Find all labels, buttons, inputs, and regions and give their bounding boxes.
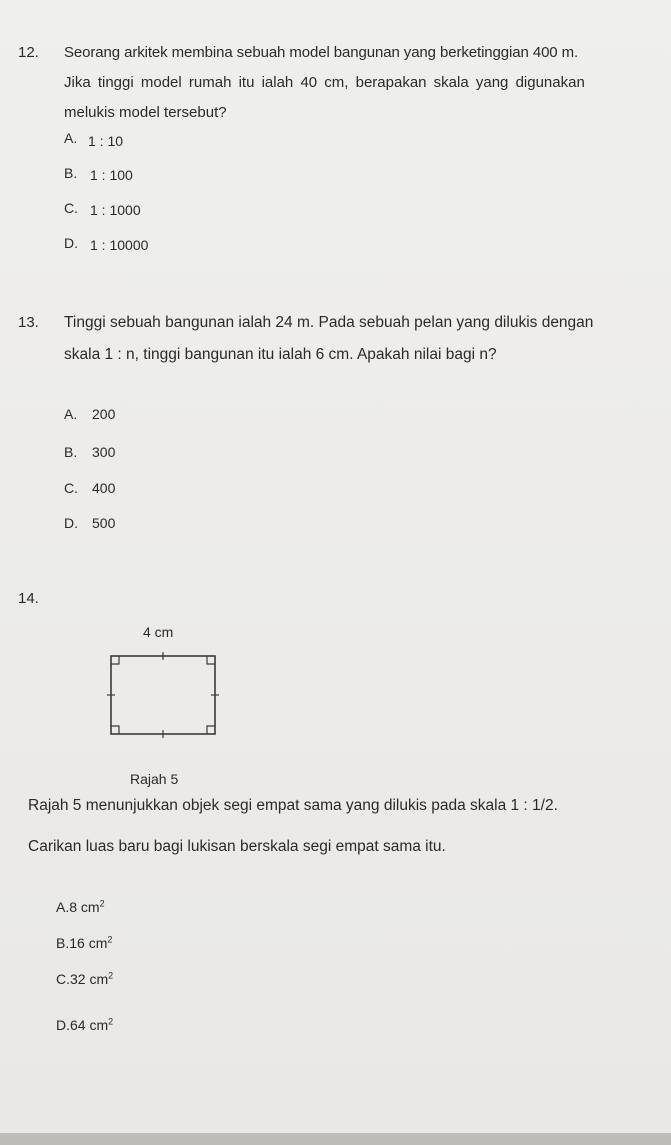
q12-option-c: 1 : 1000 xyxy=(90,202,141,218)
q14-option-b-value: 16 cm xyxy=(69,935,108,951)
q14-option-b-letter: B. xyxy=(56,935,70,951)
q13-option-a-letter: A. xyxy=(64,406,78,422)
q13-line-1: Tinggi sebuah bangunan ialah 24 m. Pada sebuah pelan yang dilukis dengan xyxy=(64,314,594,331)
q13-number: 13. xyxy=(18,314,39,331)
q13-option-b: 300 xyxy=(92,444,116,460)
q13-option-d-letter: D. xyxy=(64,515,78,531)
q13-option-d: 500 xyxy=(92,515,116,531)
q14-option-b-sup: 2 xyxy=(107,934,113,945)
q14-option-c-sup: 2 xyxy=(108,970,114,981)
q12-option-b: 1 : 100 xyxy=(90,167,133,183)
q14-option-c-value: 32 cm xyxy=(70,971,109,987)
q13-option-b-letter: B. xyxy=(64,444,78,460)
q13-line-2: skala 1 : n, tinggi bangunan itu ialah 6 cm. Apakah nilai bagi n? xyxy=(64,346,497,363)
q14-option-d-letter: D. xyxy=(56,1017,70,1033)
q12-line-1: Seorang arkitek membina sebuah model bangunan yang berketinggian 400 m. xyxy=(64,44,579,61)
q14-option-d-sup: 2 xyxy=(108,1016,114,1027)
q14-number: 14. xyxy=(18,590,39,607)
q14-option-a-sup: 2 xyxy=(99,898,105,909)
q12-option-b-letter: B. xyxy=(64,165,78,181)
right-angle-marker-bl xyxy=(111,726,119,734)
q14-option-b xyxy=(56,934,112,952)
q12-option-d: 1 : 10000 xyxy=(90,237,149,253)
right-angle-marker-tr xyxy=(207,656,215,664)
q13-option-c: 400 xyxy=(92,480,116,496)
q12-option-c-letter: C. xyxy=(64,200,78,216)
page-bottom-edge xyxy=(0,1133,671,1145)
q14-option-c xyxy=(56,970,113,988)
q14-line-2: Carikan luas baru bagi lukisan berskala segi empat sama itu. xyxy=(28,838,446,855)
q12-line-2: Jika tinggi model rumah itu ialah 40 cm, berapakan skala yang digunakan xyxy=(64,74,585,91)
right-angle-marker-br xyxy=(207,726,215,734)
right-angle-marker-tl xyxy=(111,656,119,664)
q14-option-a-value: 8 cm xyxy=(69,899,100,915)
q12-option-d-letter: D. xyxy=(64,235,78,251)
q13-option-a: 200 xyxy=(92,406,116,422)
figure-dimension-label: 4 cm xyxy=(143,624,174,640)
q12-line-3: melukis model tersebut? xyxy=(64,104,227,121)
square-figure xyxy=(105,648,225,744)
q14-option-a xyxy=(56,898,105,916)
q14-option-c-letter: C. xyxy=(56,971,70,987)
q14-line-1: Rajah 5 menunjukkan objek segi empat sama yang dilukis pada skala 1 : 1/2. xyxy=(28,797,558,814)
q12-option-a: 1 : 10 xyxy=(88,133,124,149)
q14-option-a-letter: A. xyxy=(56,899,70,915)
q12-number: 12. xyxy=(18,44,39,61)
figure-caption: Rajah 5 xyxy=(130,771,179,787)
q12-option-a-letter: A. xyxy=(64,130,78,146)
square-outline xyxy=(111,656,215,734)
q14-option-d xyxy=(56,1016,113,1034)
q13-option-c-letter: C. xyxy=(64,480,78,496)
q14-option-d-value: 64 cm xyxy=(70,1017,109,1033)
